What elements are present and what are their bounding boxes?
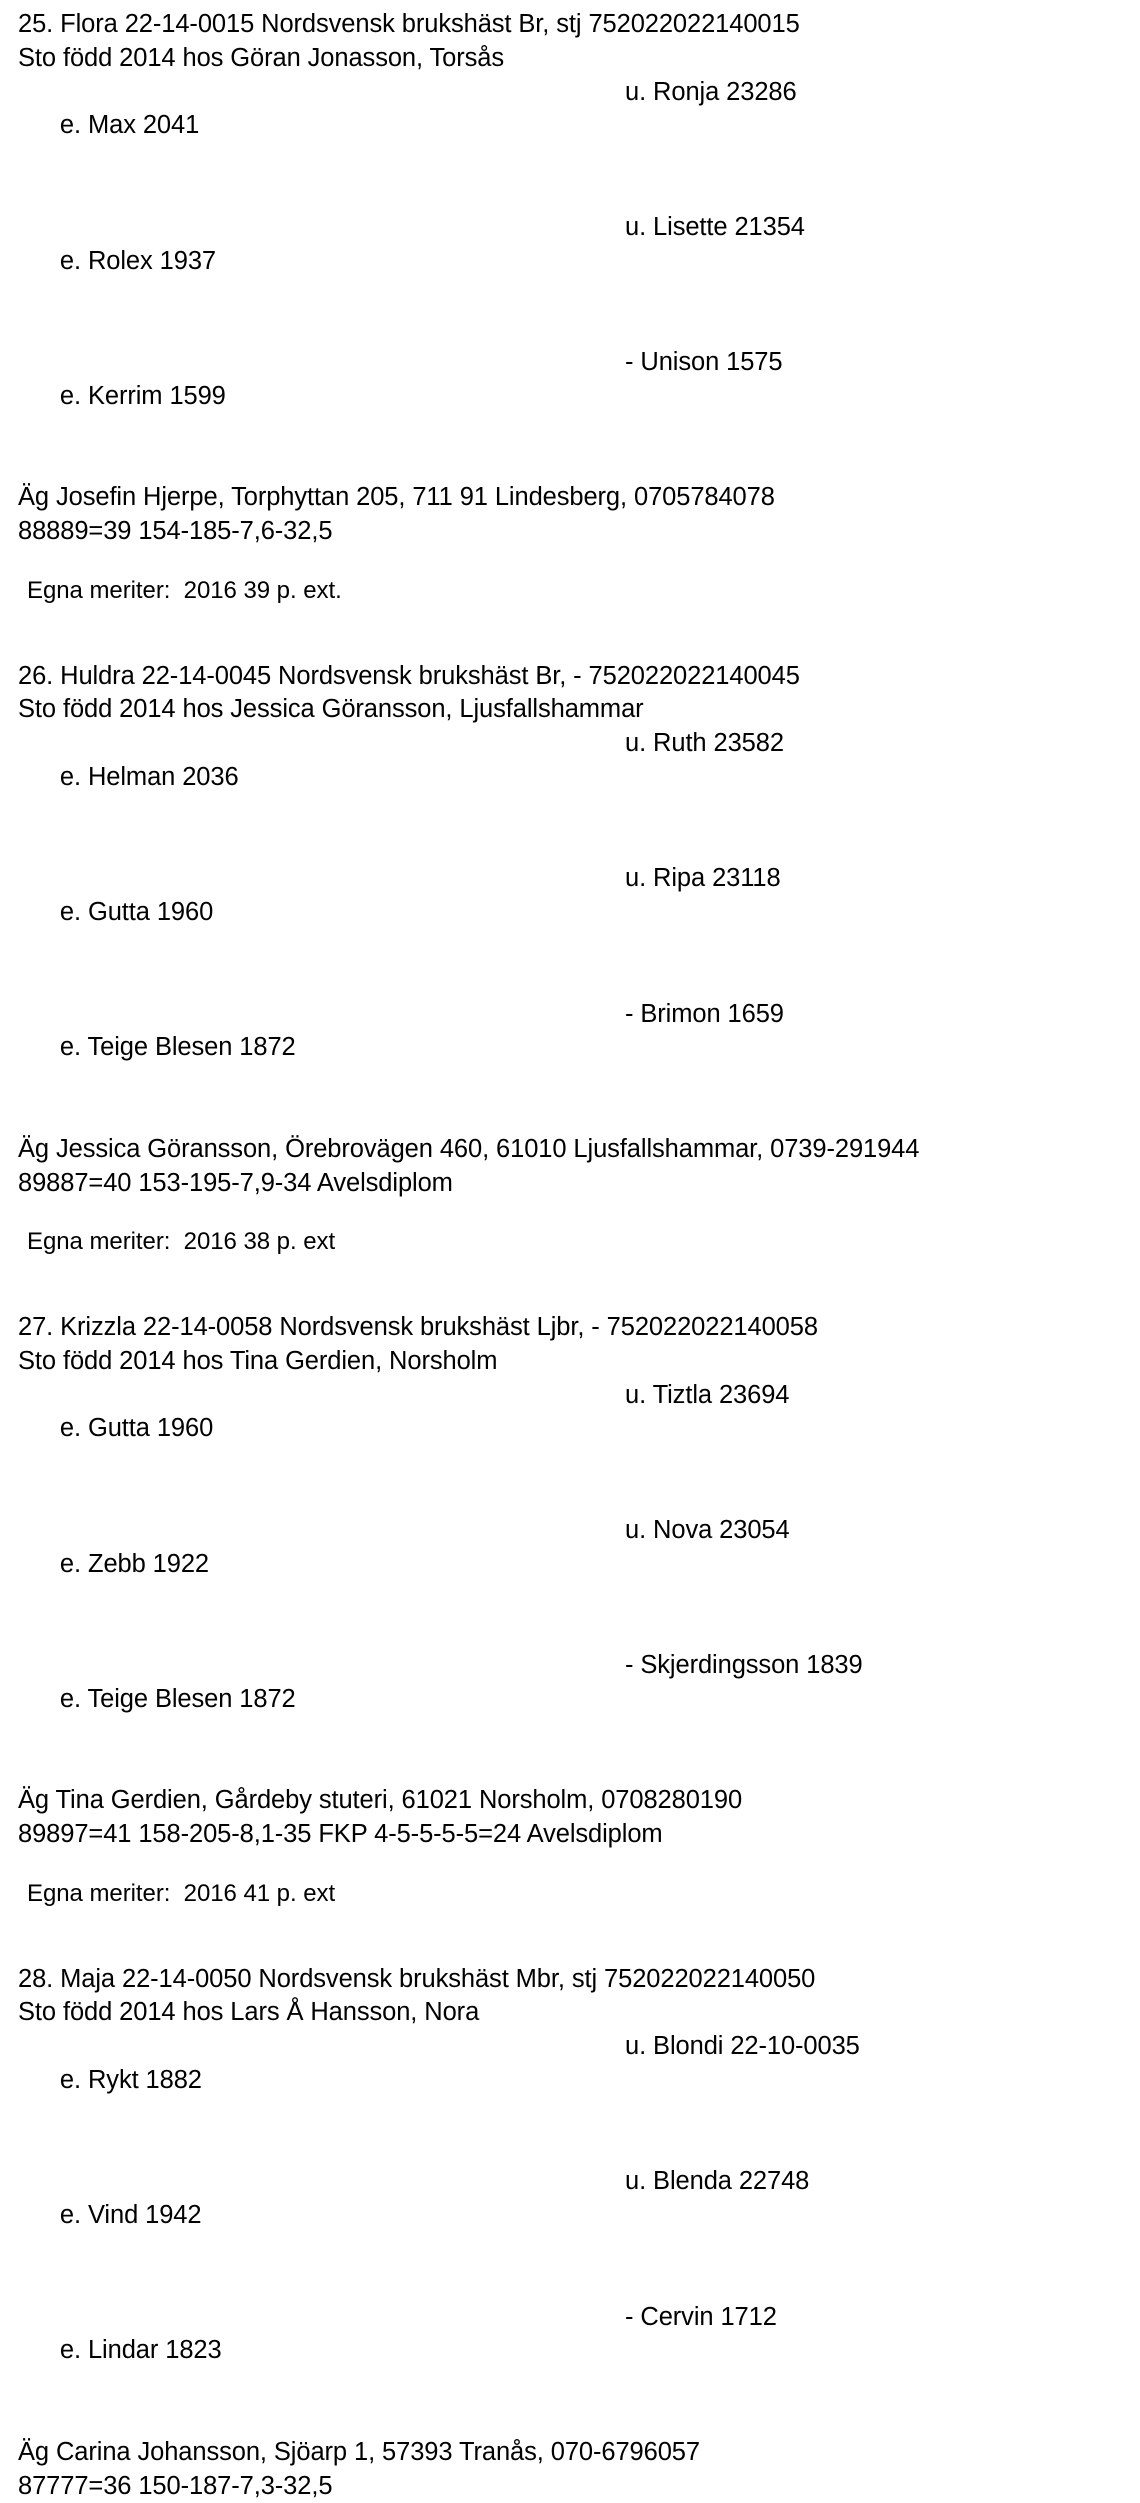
pedigree-dam: u. Tiztla 23694 (625, 1380, 790, 1409)
pedigree-dam: - Brimon 1659 (625, 999, 784, 1028)
pedigree-sire: e. Zebb 1922 (59, 1549, 210, 1578)
pedigree-row (18, 1379, 1122, 1514)
pedigree-sire: e. Lindar 1823 (59, 2336, 222, 2365)
pedigree-dam: - Skjerdingsson 1839 (625, 1651, 863, 1680)
horse-entry (18, 8, 1122, 608)
entry-owner: Äg Jessica Göransson, Örebrovägen 460, 61010 Ljusfallshammar, 0739-291944 (18, 1134, 920, 1163)
entry-birth-info: Sto född 2014 hos Lars Å Hansson, Nora (18, 1998, 480, 2027)
pedigree-sire: e. Teige Blesen 1872 (59, 1684, 296, 1713)
pedigree-dam: u. Nova 23054 (625, 1515, 790, 1544)
horse-entry (18, 1963, 1122, 2503)
pedigree-row (18, 76, 1122, 211)
entry-merits: Egna meriter: 2016 41 p. ext (27, 1879, 336, 1907)
pedigree-dam: - Cervin 1712 (625, 2302, 777, 2331)
entry-measurements: 87777=36 150-187-7,3-32,5 (18, 2471, 333, 2500)
pedigree-sire: e. Rolex 1937 (59, 246, 216, 275)
entry-merits: Egna meriter: 2016 39 p. ext. (27, 576, 342, 604)
entry-header: 27. Krizzla 22-14-0058 Nordsvensk brukshäst Ljbr, - 752022022140058 (18, 1313, 818, 1342)
entry-header: 28. Maja 22-14-0050 Nordsvensk brukshäst Mbr, stj 752022022140050 (18, 1964, 816, 1993)
pedigree-sire: e. Helman 2036 (59, 762, 239, 791)
entry-measurements: 89887=40 153-195-7,9-34 Avelsdiplom (18, 1168, 453, 1197)
pedigree-row (18, 2030, 1122, 2165)
pedigree-row (18, 998, 1122, 1133)
pedigree-sire: e. Kerrim 1599 (59, 381, 226, 410)
entry-owner: Äg Tina Gerdien, Gårdeby stuteri, 61021 Norsholm, 0708280190 (18, 1786, 743, 1815)
horse-entry (18, 1311, 1122, 1911)
entry-birth-info: Sto född 2014 hos Göran Jonasson, Torsås (18, 43, 505, 72)
pedigree-row (18, 2165, 1122, 2300)
pedigree-dam: u. Blenda 22748 (625, 2167, 810, 2196)
pedigree-row (18, 211, 1122, 346)
pedigree-dam: u. Ruth 23582 (625, 729, 784, 758)
pedigree-row (18, 2301, 1122, 2436)
pedigree-sire: e. Gutta 1960 (59, 1414, 214, 1443)
pedigree-dam: u. Ronja 23286 (625, 77, 797, 106)
horse-entry (18, 660, 1122, 1260)
pedigree-sire: e. Teige Blesen 1872 (59, 1033, 296, 1062)
entry-header: 26. Huldra 22-14-0045 Nordsvensk brukshäst Br, - 752022022140045 (18, 661, 800, 690)
entry-header: 25. Flora 22-14-0015 Nordsvensk brukshäst Br, stj 752022022140015 (18, 10, 800, 38)
entry-measurements: 89897=41 158-205-8,1-35 FKP 4-5-5-5-5=24 Avelsdiplom (18, 1820, 663, 1849)
pedigree-row (18, 1649, 1122, 1784)
pedigree-sire: e. Max 2041 (59, 111, 200, 140)
entry-owner: Äg Josefin Hjerpe, Torphyttan 205, 711 91 Lindesberg, 0705784078 (18, 483, 775, 512)
entry-merits: Egna meriter: 2016 38 p. ext (27, 1228, 336, 1256)
pedigree-sire: e. Rykt 1882 (59, 2066, 202, 2095)
pedigree-dam: u. Lisette 21354 (625, 212, 805, 241)
entry-birth-info: Sto född 2014 hos Tina Gerdien, Norsholm (18, 1346, 498, 1375)
entry-measurements: 88889=39 154-185-7,6-32,5 (18, 516, 333, 545)
pedigree-sire: e. Gutta 1960 (59, 898, 214, 927)
entry-owner: Äg Carina Johansson, Sjöarp 1, 57393 Tranås, 070-6796057 (18, 2437, 700, 2466)
pedigree-dam: - Unison 1575 (625, 347, 783, 376)
pedigree-row (18, 727, 1122, 862)
pedigree-sire: e. Vind 1942 (59, 2201, 202, 2230)
pedigree-dam: u. Blondi 22-10-0035 (625, 2032, 860, 2061)
pedigree-row (18, 1514, 1122, 1649)
pedigree-dam: u. Ripa 23118 (625, 864, 781, 893)
entry-birth-info: Sto född 2014 hos Jessica Göransson, Ljusfallshammar (18, 695, 644, 724)
pedigree-row (18, 862, 1122, 997)
pedigree-row (18, 346, 1122, 481)
